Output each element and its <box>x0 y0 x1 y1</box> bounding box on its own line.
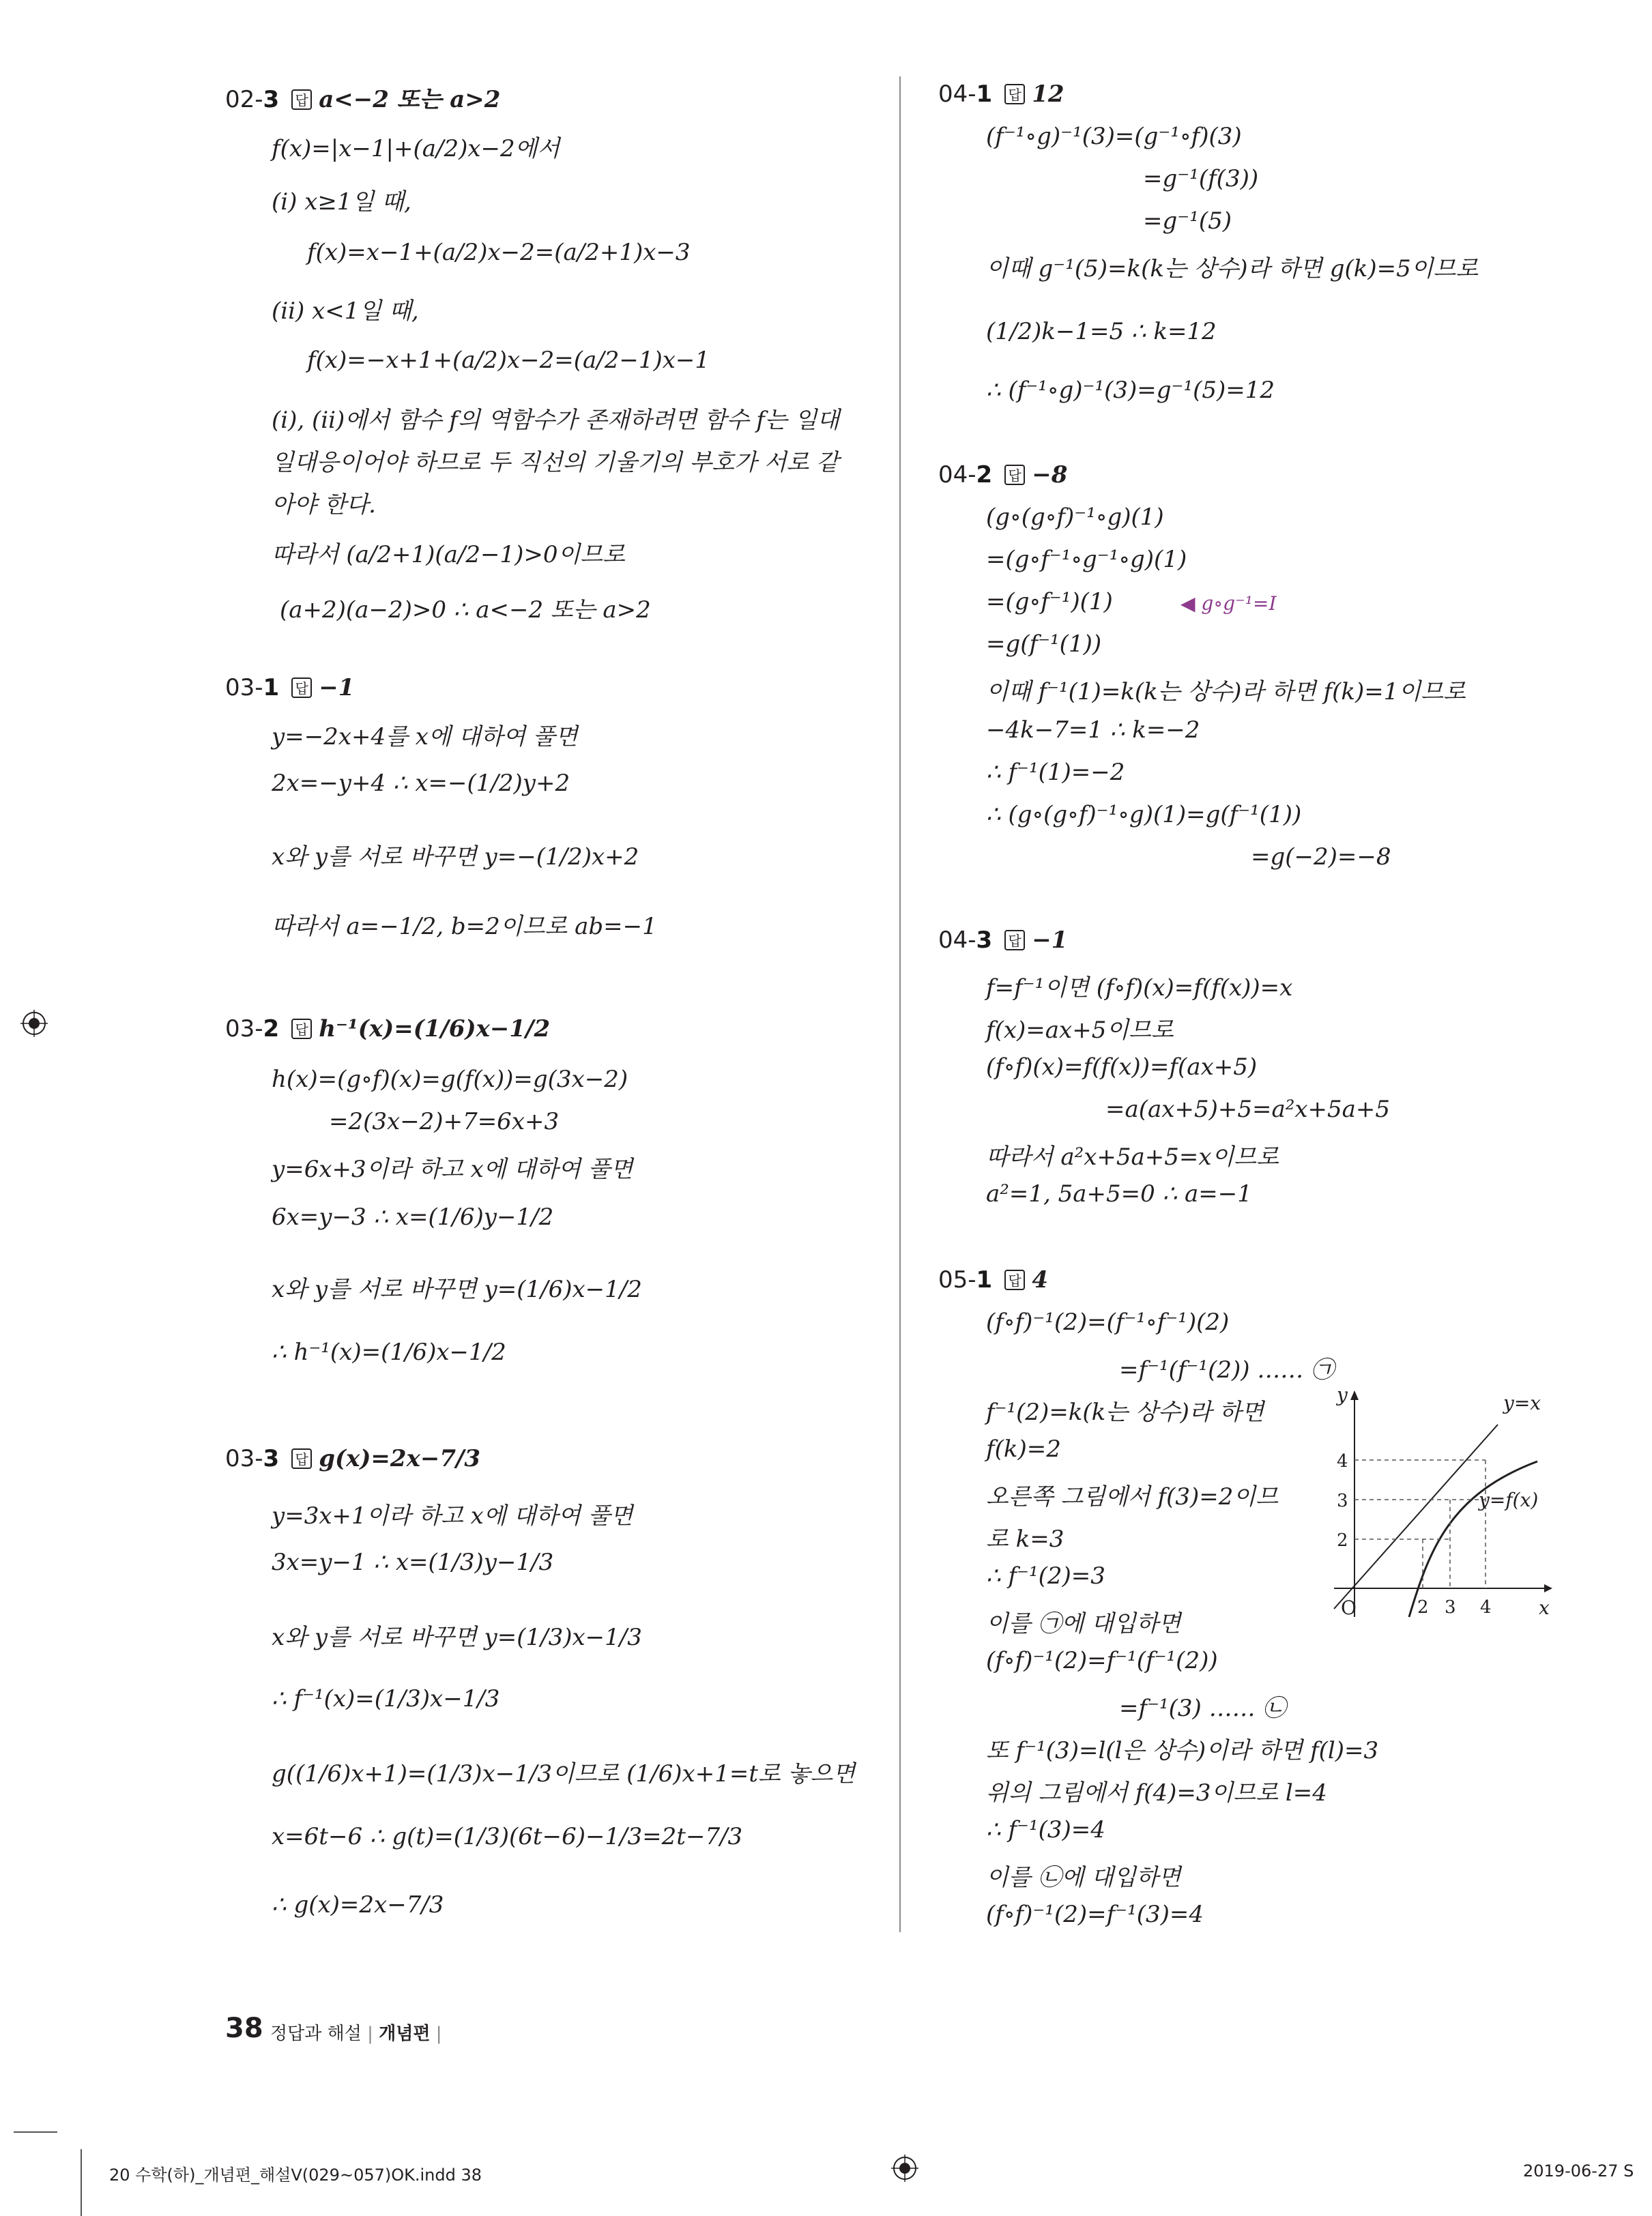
problem-number: 04-2 <box>938 461 993 489</box>
answer-icon: 답 <box>1004 84 1025 104</box>
solution-line: 따라서 a=−1/2, b=2이므로 ab=−1 <box>272 913 657 940</box>
solution-line: (ⅰ) x≥1일 때, <box>272 188 411 216</box>
guide-lines <box>1354 1460 1486 1588</box>
answer-icon: 답 <box>1004 930 1025 950</box>
solution-line: (f∘f)(x)=f(f(x))=f(ax+5) <box>986 1053 1258 1081</box>
curve-label: y=f(x) <box>1479 1489 1539 1511</box>
solution-line: =g⁻¹(5) <box>1143 207 1232 235</box>
answer-icon: 답 <box>291 1448 312 1469</box>
problem-02-3-header <box>225 81 500 114</box>
solution-line: 이때 f⁻¹(1)=k(k는 상수)라 하면 f(k)=1이므로 <box>986 678 1466 705</box>
origin-label: O <box>1341 1597 1357 1619</box>
solution-line: 3x=y−1 ∴ x=(1/3)y−1/3 <box>272 1549 554 1576</box>
problem-number: 03-3 <box>225 1445 280 1472</box>
problem-03-1-header <box>225 674 354 701</box>
answer-icon: 답 <box>1004 465 1025 485</box>
solution-line: ∴ f⁻¹(1)=−2 <box>986 759 1125 786</box>
solution-line: 위의 그림에서 f(4)=3이므로 l=4 <box>986 1779 1327 1807</box>
solution-line: =(g∘f⁻¹)(1) <box>986 588 1113 615</box>
solution-line: ∴ (g∘(g∘f)⁻¹∘g)(1)=g(f⁻¹(1)) <box>986 801 1302 828</box>
answer-icon: 답 <box>291 677 312 698</box>
solution-line: =f⁻¹(3) …… ㉡ <box>1119 1695 1286 1722</box>
answer: 12 <box>1032 81 1064 108</box>
solution-line: f(x)=|x−1|+(a/2)x−2에서 <box>272 135 560 162</box>
solution-line: x와 y를 서로 바꾸면 y=−(1/2)x+2 <box>272 843 639 871</box>
answer: h⁻¹(x)=(1/6)x−1/2 <box>319 1015 551 1043</box>
x-tick-label: 3 <box>1445 1597 1456 1618</box>
answer: −1 <box>319 674 355 701</box>
solution-line: (ⅱ) x<1일 때, <box>272 297 419 325</box>
footer-label <box>270 2020 442 2045</box>
problem-04-2-header <box>938 461 1067 489</box>
y-axis-arrow-icon <box>1350 1390 1359 1400</box>
footer-separator: | <box>367 2024 373 2044</box>
solution-line: f(x)=−x+1+(a/2)x−2=(a/2−1)x−1 <box>307 347 710 374</box>
solution-line: =g(f⁻¹(1)) <box>986 630 1102 658</box>
problem-number: 05-1 <box>938 1266 993 1294</box>
x-axis-arrow-icon <box>1544 1584 1552 1592</box>
solution-line: =(g∘f⁻¹∘g⁻¹∘g)(1) <box>986 546 1187 573</box>
function-graph <box>1327 1385 1552 1624</box>
solution-line: ∴ f⁻¹(2)=3 <box>986 1562 1105 1590</box>
solution-line: ∴ f⁻¹(x)=(1/3)x−1/3 <box>272 1685 500 1712</box>
answer: g(x)=2x−7/3 <box>319 1445 481 1472</box>
answer-icon: 답 <box>1004 1270 1025 1290</box>
column-divider <box>899 76 901 1932</box>
solution-line: h(x)=(g∘f)(x)=g(f(x))=g(3x−2) <box>272 1066 628 1093</box>
page-number: 38 <box>225 2013 263 2044</box>
line-label: y=x <box>1503 1392 1541 1414</box>
solution-line: ∴ (f⁻¹∘g)⁻¹(3)=g⁻¹(5)=12 <box>986 377 1275 404</box>
solution-line: (f∘f)⁻¹(2)=f⁻¹(f⁻¹(2)) <box>986 1647 1218 1674</box>
solution-line: (f⁻¹∘g)⁻¹(3)=(g⁻¹∘f)(3) <box>986 123 1242 150</box>
solution-line: f⁻¹(2)=k(k는 상수)라 하면 <box>986 1399 1264 1426</box>
problem-number: 02-3 <box>225 86 280 113</box>
x-axis-label: x <box>1539 1597 1550 1619</box>
solution-line: 오른쪽 그림에서 f(3)=2이므 <box>986 1483 1279 1511</box>
footer-part: 개념편 <box>379 2024 431 2044</box>
y-tick-label: 4 <box>1337 1451 1348 1472</box>
solution-line: y=−2x+4를 x에 대하여 풀면 <box>272 723 578 750</box>
solution-line: 이때 g⁻¹(5)=k(k는 상수)라 하면 g(k)=5이므로 <box>986 255 1479 282</box>
curve-y-equals-f-x <box>1409 1461 1537 1617</box>
y-tick-label: 3 <box>1337 1491 1348 1511</box>
solution-line: 6x=y−3 ∴ x=(1/6)y−1/2 <box>272 1204 554 1231</box>
solution-line: 따라서 a²x+5a+5=x이므로 <box>986 1143 1279 1171</box>
solution-line: 2x=−y+4 ∴ x=−(1/2)y+2 <box>272 770 570 797</box>
solution-line: f(k)=2 <box>986 1435 1061 1463</box>
solution-line: (g∘(g∘f)⁻¹∘g)(1) <box>986 504 1164 531</box>
solution-line: g((1/6)x+1)=(1/3)x−1/3이므로 (1/6)x+1=t로 놓으면 <box>272 1760 856 1788</box>
x-tick-label: 4 <box>1480 1597 1492 1618</box>
solution-line: y=6x+3이라 하고 x에 대하여 풀면 <box>272 1156 633 1183</box>
solution-line: =g(−2)=−8 <box>1251 843 1391 871</box>
slug-date: 2019-06-27 S <box>1523 2161 1634 2181</box>
solution-line: x와 y를 서로 바꾸면 y=(1/3)x−1/3 <box>272 1624 642 1651</box>
solution-line: 아야 한다. <box>272 491 376 519</box>
solution-line: (a+2)(a−2)>0 ∴ a<−2 또는 a>2 <box>280 596 651 624</box>
answer: a<−2 또는 a>2 <box>319 86 501 113</box>
solution-line: =f⁻¹(f⁻¹(2)) …… ㉠ <box>1119 1356 1335 1384</box>
problem-04-1-header <box>938 81 1064 108</box>
answer: −1 <box>1032 927 1068 954</box>
solution-line: =a(ax+5)+5=a²x+5a+5 <box>1105 1096 1391 1123</box>
crop-mark <box>81 2149 82 2216</box>
solution-line: ∴ g(x)=2x−7/3 <box>272 1891 444 1919</box>
registration-mark-icon <box>20 1010 48 1037</box>
solution-line: (1/2)k−1=5 ∴ k=12 <box>986 318 1217 345</box>
solution-line: a²=1, 5a+5=0 ∴ a=−1 <box>986 1180 1252 1208</box>
solution-line: f(x)=x−1+(a/2)x−2=(a/2+1)x−3 <box>307 239 691 266</box>
solution-line: =g⁻¹(f(3)) <box>1143 165 1259 192</box>
solution-line: (f∘f)⁻¹(2)=f⁻¹(3)=4 <box>986 1901 1204 1928</box>
solution-line: ∴ f⁻¹(3)=4 <box>986 1816 1105 1843</box>
solution-line: (ⅰ), (ⅱ)에서 함수 f의 역함수가 존재하려면 함수 f는 일대 <box>272 407 840 434</box>
hint-note: ◀ g∘g⁻¹=I <box>1180 592 1277 615</box>
solution-line: x와 y를 서로 바꾸면 y=(1/6)x−1/2 <box>272 1276 642 1303</box>
answer-icon: 답 <box>291 1019 312 1039</box>
solution-line: −4k−7=1 ∴ k=−2 <box>986 716 1200 744</box>
crop-mark <box>14 2131 57 2133</box>
problem-number: 04-1 <box>938 81 993 108</box>
solution-line: x=6t−6 ∴ g(t)=(1/3)(6t−6)−1/3=2t−7/3 <box>272 1823 743 1850</box>
y-axis-label: y <box>1337 1385 1348 1406</box>
answer: −8 <box>1032 461 1068 489</box>
line-y-equals-x <box>1334 1425 1498 1609</box>
solution-line: ∴ h⁻¹(x)=(1/6)x−1/2 <box>272 1339 506 1366</box>
answer-icon: 답 <box>291 89 312 110</box>
solution-line: y=3x+1이라 하고 x에 대하여 풀면 <box>272 1502 633 1530</box>
solution-line: 로 k=3 <box>986 1526 1064 1553</box>
solution-line: 또 f⁻¹(3)=l(l은 상수)이라 하면 f(l)=3 <box>986 1737 1379 1764</box>
solution-line: 일대응이어야 하므로 두 직선의 기울기의 부호가 서로 같 <box>272 449 839 476</box>
solution-line: f(x)=ax+5이므로 <box>986 1017 1174 1044</box>
solution-line: 따라서 (a/2+1)(a/2−1)>0이므로 <box>272 541 626 568</box>
x-tick-label: 2 <box>1417 1597 1429 1618</box>
solution-line: 이를 ㉡에 대입하면 <box>986 1864 1181 1891</box>
problem-05-1-header <box>938 1266 1048 1294</box>
problem-04-3-header <box>938 927 1067 954</box>
solution-line: =2(3x−2)+7=6x+3 <box>329 1108 560 1135</box>
answer: 4 <box>1032 1266 1048 1294</box>
y-tick-label: 2 <box>1337 1530 1348 1551</box>
problem-number: 04-3 <box>938 927 993 954</box>
slug-file: 20 수학(하)_개념편_해설Ⅴ(029~057)OK.indd 38 <box>109 2166 482 2185</box>
footer-section: 정답과 해설 <box>270 2024 362 2044</box>
footer-separator: | <box>435 2024 442 2044</box>
problem-number: 03-2 <box>225 1015 280 1043</box>
solution-line: 이를 ㉠에 대입하면 <box>986 1610 1181 1637</box>
problem-03-2-header <box>225 1015 550 1043</box>
problem-number: 03-1 <box>225 674 280 701</box>
registration-mark-icon <box>891 2155 918 2182</box>
solution-line: f=f⁻¹이면 (f∘f)(x)=f(f(x))=x <box>986 974 1293 1002</box>
solution-line: (f∘f)⁻¹(2)=(f⁻¹∘f⁻¹)(2) <box>986 1309 1230 1336</box>
problem-03-3-header <box>225 1445 480 1472</box>
